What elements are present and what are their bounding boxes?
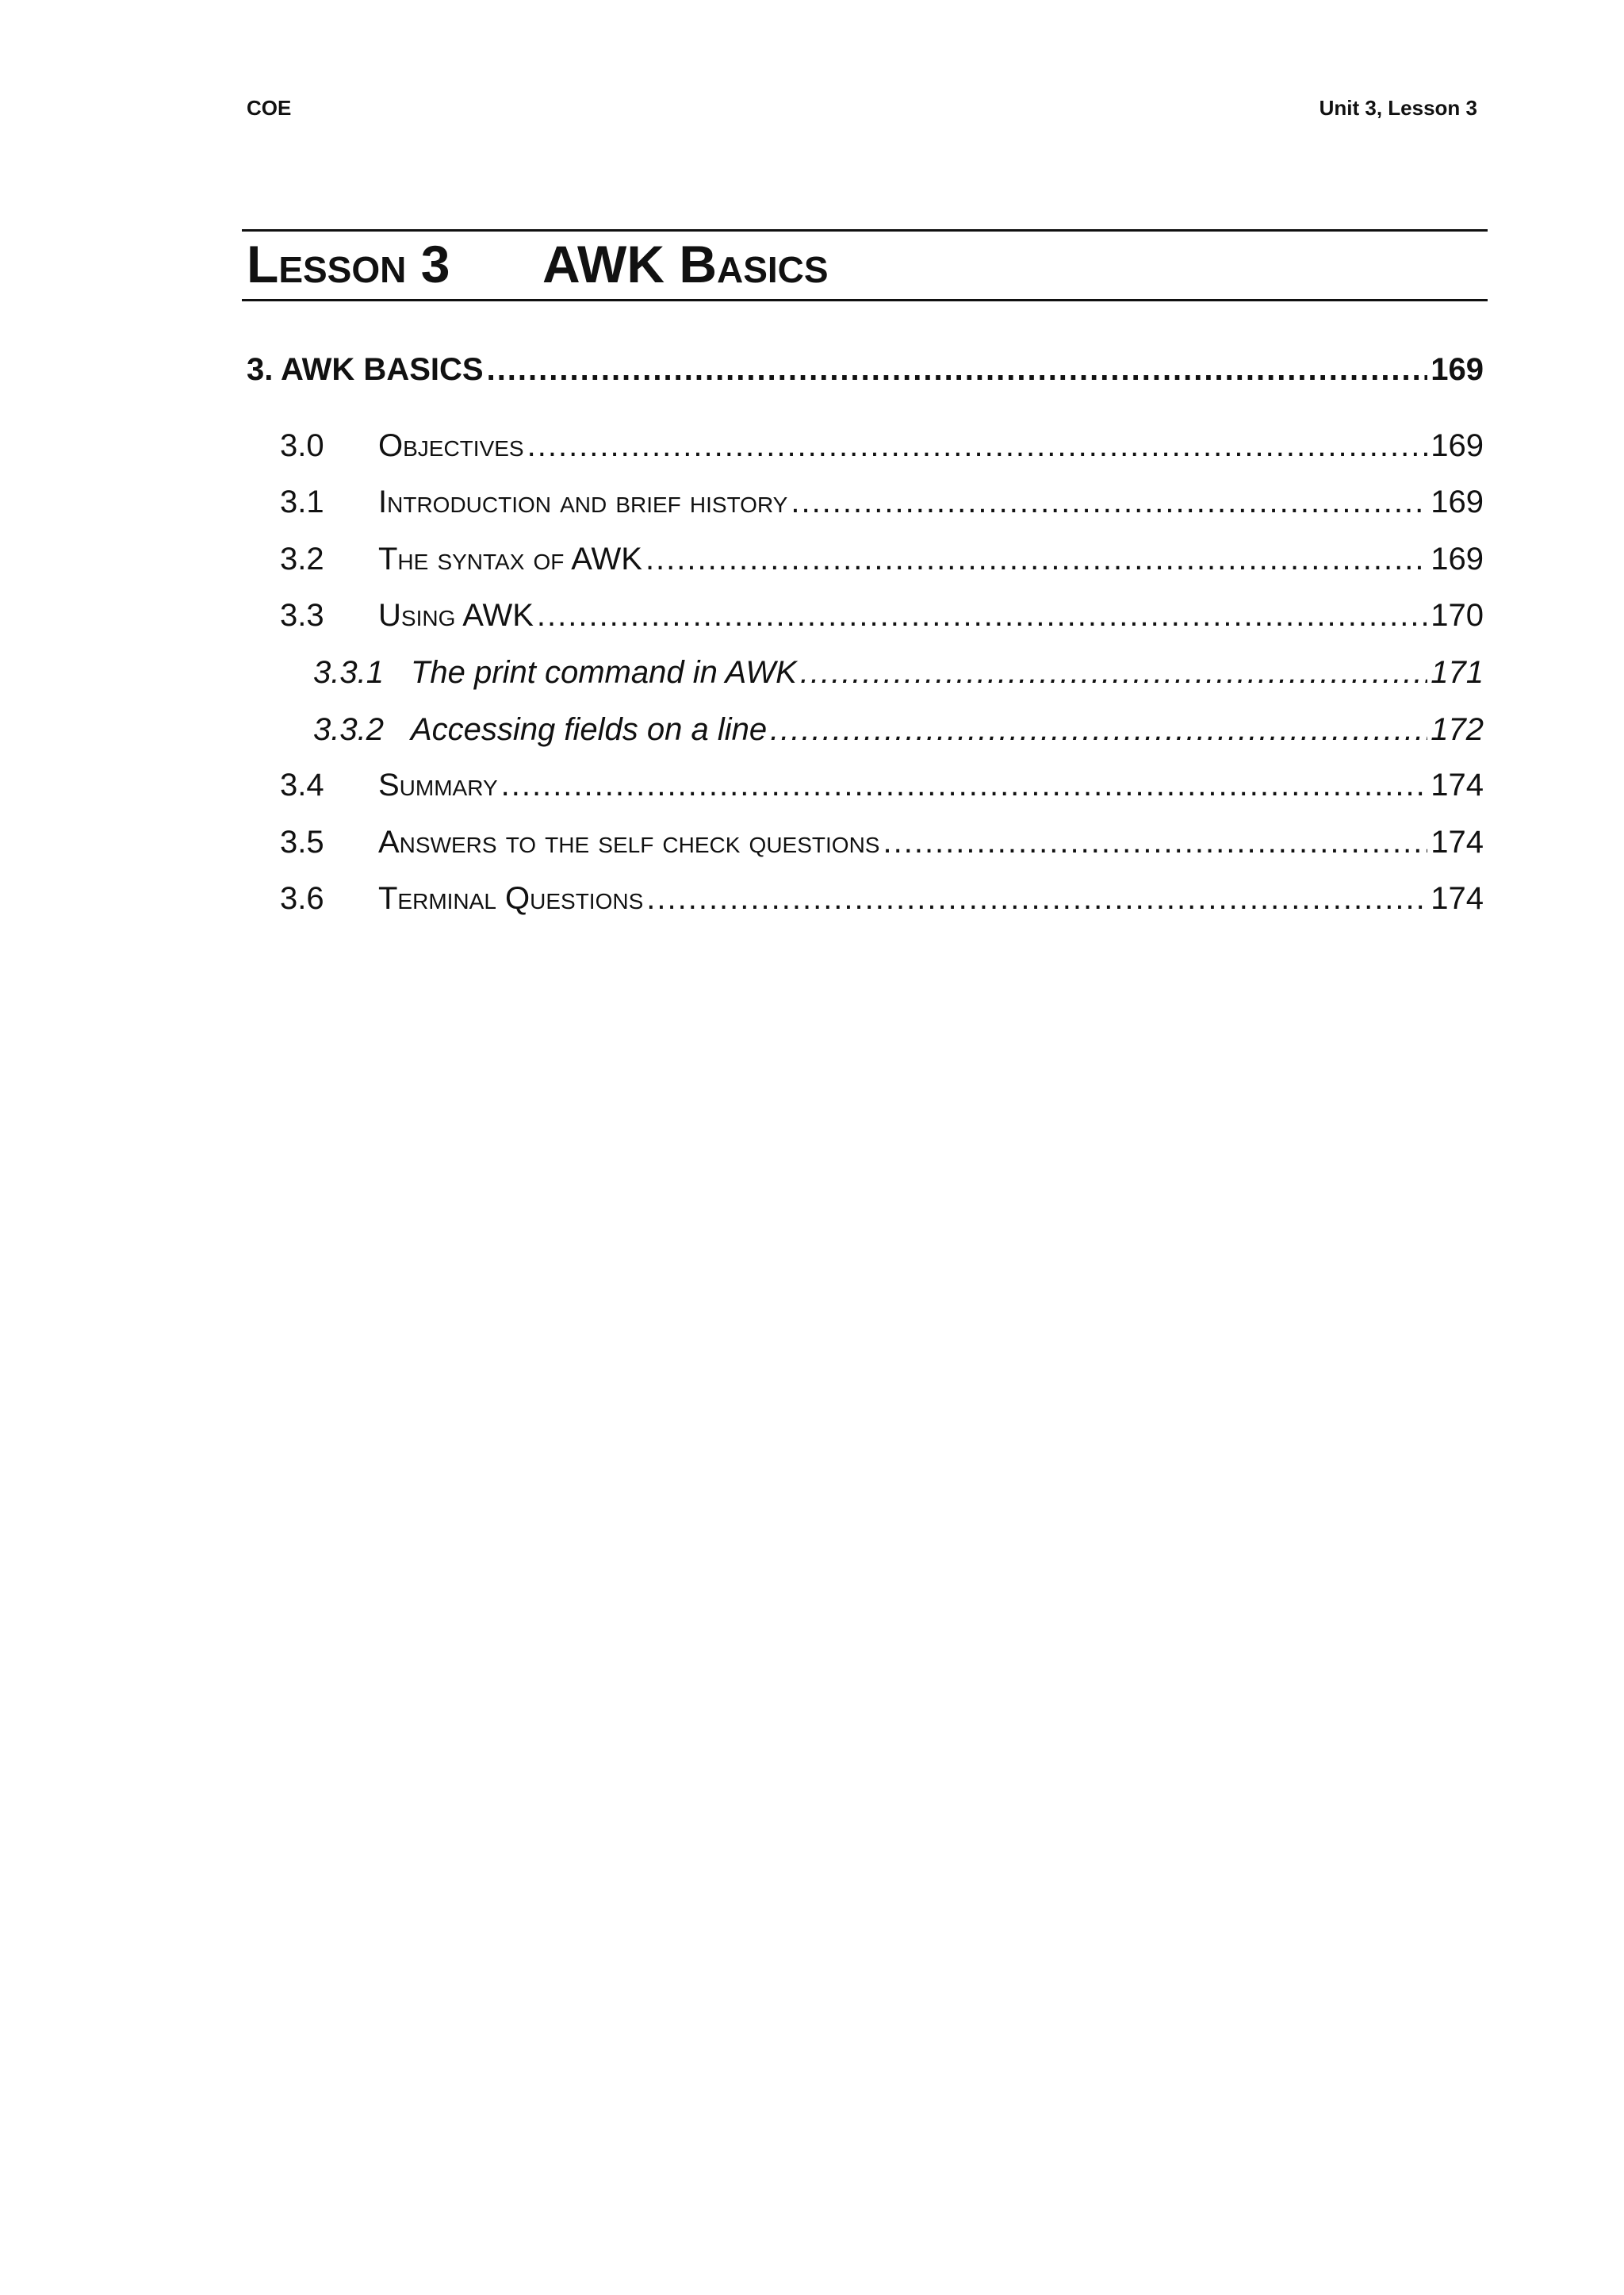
toc-entry-introduction[interactable] [247, 485, 1484, 520]
toc-entry-title: AWK BASICS [281, 352, 484, 387]
dot-leader [645, 542, 1427, 577]
toc-entry-page: 169 [1431, 352, 1484, 387]
dot-leader [487, 352, 1428, 388]
toc-entry-label [247, 768, 498, 803]
toc-entry-label [247, 598, 534, 634]
toc-entry-label [247, 428, 524, 464]
toc-entry-number: 3.3 [280, 598, 324, 633]
toc-entry-number: 3. [247, 352, 274, 387]
toc-entry-label [247, 825, 879, 860]
toc-entry-page: 174 [1431, 768, 1484, 803]
toc-entry-label [247, 655, 797, 691]
toc-entry-label [247, 712, 767, 748]
toc-entry-awk-basics[interactable] [247, 352, 1484, 388]
toc-entry-title: Terminal Questions [378, 881, 644, 916]
toc-entry-page: 174 [1431, 881, 1484, 916]
lesson-heading [247, 234, 829, 294]
toc-entry-using-awk[interactable] [247, 598, 1484, 634]
dot-leader [646, 881, 1427, 917]
title-rule-top [242, 229, 1488, 232]
toc-entry-title: Answers to the self check questions [378, 825, 880, 860]
toc-entry-number: 3.3.2 [313, 712, 384, 747]
lesson-number: Lesson 3 [247, 235, 450, 293]
toc-entry-label [247, 542, 642, 577]
dot-leader [800, 655, 1427, 691]
toc-entry-title: The print command in AWK [411, 655, 797, 690]
toc-entry-print-command[interactable] [247, 655, 1484, 691]
toc-entry-page: 169 [1431, 428, 1484, 463]
toc-entry-number: 3.2 [280, 542, 324, 577]
lesson-subject: AWK Basics [542, 235, 829, 293]
toc-entry-title: Accessing fields on a line [411, 712, 768, 747]
toc-entry-page: 171 [1431, 655, 1484, 690]
dot-leader [770, 712, 1427, 748]
title-rule-bottom [242, 299, 1488, 301]
toc-entry-terminal-questions[interactable] [247, 881, 1484, 917]
toc-entry-title: Introduction and brief history [378, 485, 788, 519]
toc-entry-label [247, 485, 787, 520]
toc-entry-number: 3.0 [280, 428, 324, 463]
toc-entry-label [247, 881, 643, 917]
toc-entry-page: 170 [1431, 598, 1484, 633]
toc-entry-number: 3.1 [280, 485, 324, 519]
toc-entry-title: Objectives [378, 428, 524, 463]
toc-entry-syntax[interactable] [247, 542, 1484, 577]
toc-entry-objectives[interactable] [247, 428, 1484, 464]
toc-entry-number: 3.4 [280, 768, 324, 803]
toc-entry-title: The syntax of AWK [378, 542, 642, 577]
dot-leader [883, 825, 1427, 860]
toc-entry-accessing-fields[interactable] [247, 712, 1484, 748]
toc-entry-page: 174 [1431, 825, 1484, 860]
dot-leader [527, 428, 1428, 464]
toc-entry-answers[interactable] [247, 825, 1484, 860]
running-header-left: COE [247, 96, 292, 120]
toc-entry-page: 169 [1431, 485, 1484, 519]
toc-entry-title: Summary [378, 768, 498, 803]
dot-leader [791, 485, 1427, 520]
dot-leader [537, 598, 1427, 634]
toc-entry-page: 172 [1431, 712, 1484, 747]
dot-leader [501, 768, 1428, 803]
toc-entry-label [247, 352, 484, 388]
toc-entry-summary[interactable] [247, 768, 1484, 803]
toc-entry-number: 3.3.1 [313, 655, 384, 690]
running-header-right: Unit 3, Lesson 3 [1319, 96, 1477, 120]
toc-entry-title: Using AWK [378, 598, 534, 633]
toc-entry-number: 3.5 [280, 825, 324, 860]
toc-entry-page: 169 [1431, 542, 1484, 577]
toc-entry-number: 3.6 [280, 881, 324, 916]
